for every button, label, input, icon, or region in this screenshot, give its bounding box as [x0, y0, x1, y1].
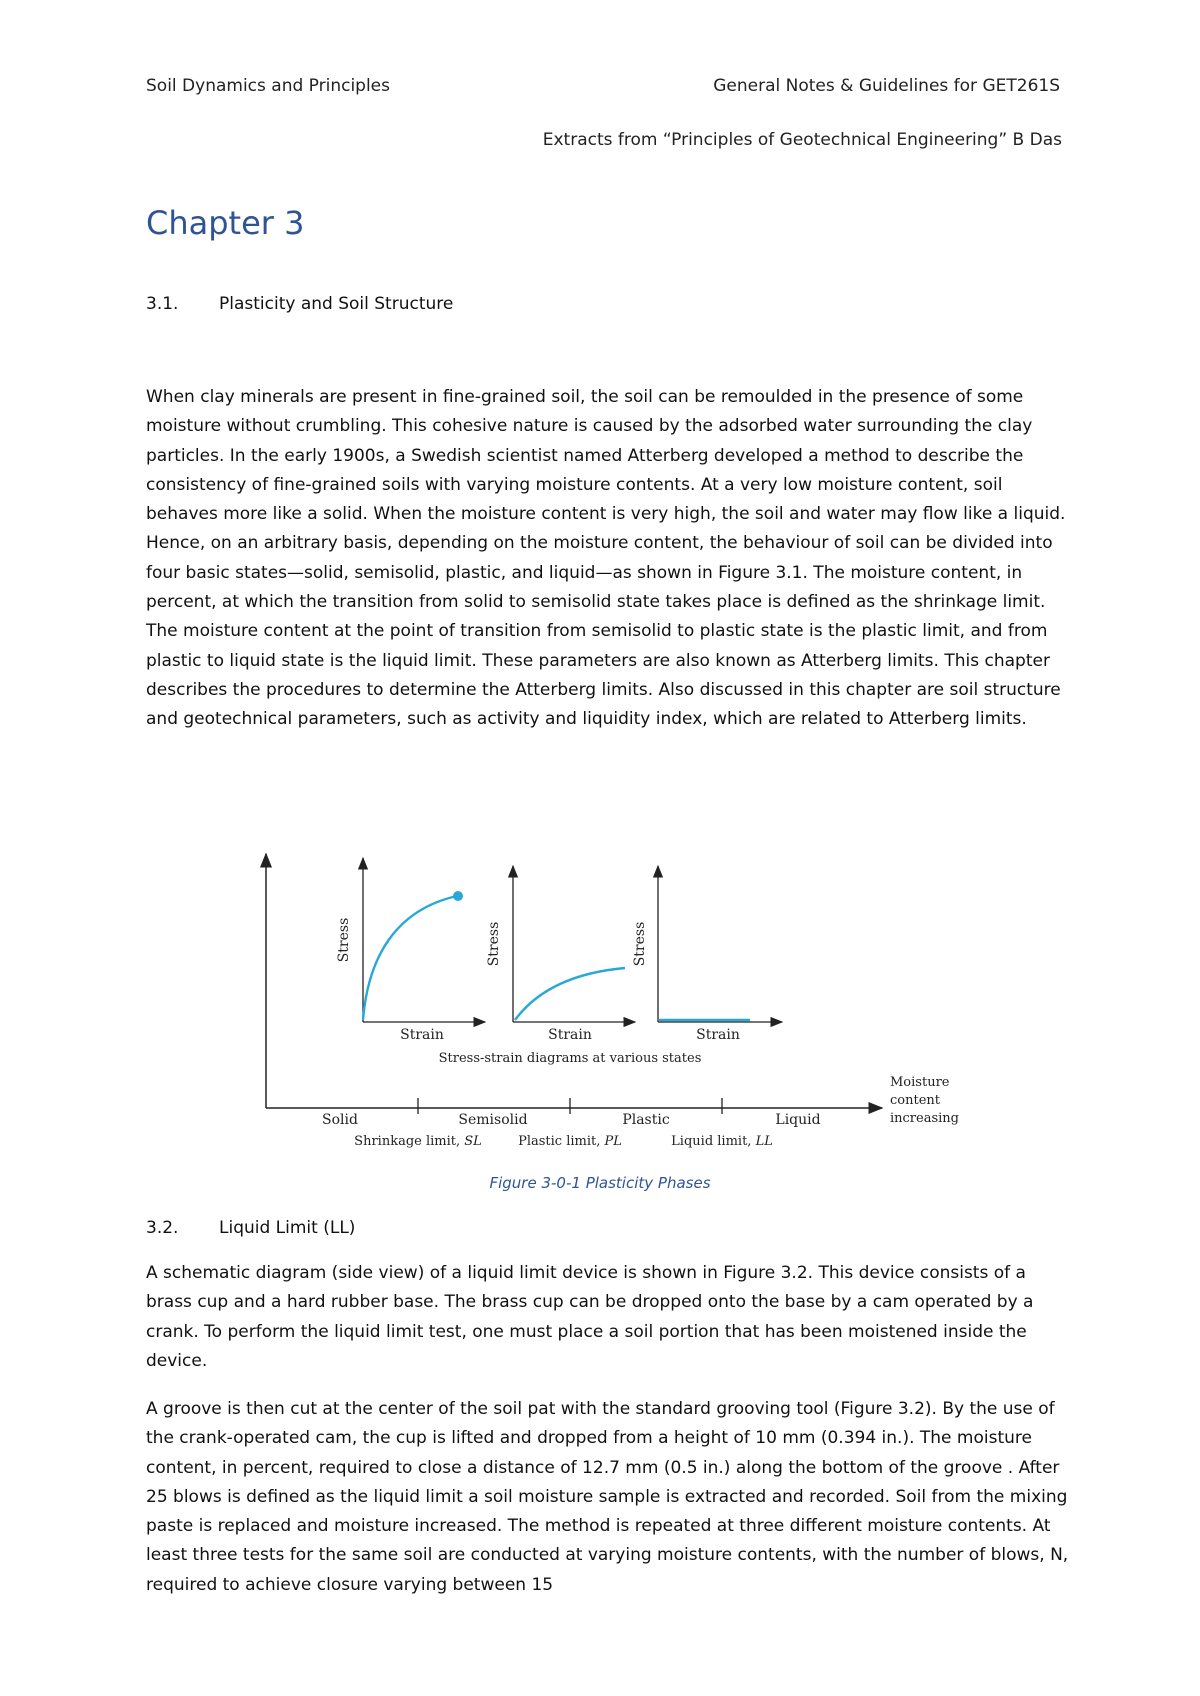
state-semisolid: Semisolid — [458, 1112, 528, 1128]
chapter-title: Chapter 3 — [146, 204, 305, 242]
paragraph-liquid-limit-device: A schematic diagram (side view) of a liquid limit device is shown in Figure 3.2. This device consists of a brass cup and a hard rubber base. The brass cup can be dropped onto the base by a cam operated by a crank. To perform the liquid limit test, one must place a soil portion that has been moistened inside the device. — [146, 1263, 1034, 1371]
section-heading-3-1 — [146, 294, 453, 314]
state-liquid: Liquid — [775, 1112, 821, 1128]
plastic-strain-label: Strain — [548, 1027, 592, 1043]
liquid-limit-name: Liquid limit, — [671, 1134, 756, 1148]
failure-point — [453, 891, 463, 901]
plastic-stress-label: Stress — [486, 921, 502, 967]
plasticity-figure — [250, 848, 970, 1148]
plastic-limit-name: Plastic limit, — [518, 1134, 605, 1148]
shrinkage-limit-name: Shrinkage limit, — [354, 1134, 465, 1148]
paragraph-liquid-limit-procedure: A groove is then cut at the center of the soil pat with the standard grooving tool (Figure 3.2). By the use of the crank-operated cam, the cup is lifted and dropped from a height of 10 mm (0.394 in.). The moisture content, in percent, required to close a distance of 12.7 mm (0.5 in.) along the bottom of the groove . After 25 blows is defined as the liquid limit a soil moisture sample is extracted and recorded. Soil from the mixing paste is replaced and moisture increased. The method is repeated at three different moisture contents. At least three tests for the same soil are conducted at varying moisture contents, with the number of blows, N, required to achieve closure varying between 15 — [146, 1399, 1069, 1595]
plastic-limit-label — [518, 1134, 622, 1148]
moisture-axis-label-1: Moisture — [890, 1075, 950, 1090]
solid-curve — [363, 896, 457, 1020]
section-heading-3-2 — [146, 1218, 355, 1238]
running-header-right: General Notes & Guidelines for GET261S — [713, 76, 1060, 96]
plastic-limit-abbr: PL — [604, 1134, 622, 1148]
section-number: 3.1. — [146, 294, 179, 314]
liquid-stress-label: Stress — [632, 921, 648, 967]
running-subheader: Extracts from “Principles of Geotechnical Engineering” B Das — [542, 130, 1062, 150]
solid-strain-label: Strain — [400, 1027, 444, 1043]
liquid-limit-abbr: LL — [755, 1134, 773, 1148]
shrinkage-limit-label — [354, 1134, 482, 1148]
running-header-left: Soil Dynamics and Principles — [146, 76, 391, 96]
liquid-limit-label — [671, 1134, 773, 1148]
plastic-curve — [515, 968, 625, 1020]
solid-stress-label: Stress — [336, 917, 352, 963]
figure-caption: Figure 3-0-1 Plasticity Phases — [489, 1174, 711, 1192]
state-plastic: Plastic — [622, 1112, 670, 1128]
paragraph-plasticity: When clay minerals are present in fine-grained soil, the soil can be remoulded in the presence of some moisture without crumbling. This cohesive nature is caused by the adsorbed water surrounding the clay particles. In the early 1900s, a Swedish scientist named Atterberg developed a method to describe the consistency of fine-grained soils with varying moisture contents. At a very low moisture content, soil behaves more like a solid. When the moisture content is very high, the soil and water may flow like a liquid. Hence, on an arbitrary basis, depending on the moisture content, the behaviour of soil can be divided into four basic states—solid, semisolid, plastic, and liquid—as shown in Figure 3.1. The moisture content, in percent, at which the transition from solid to semisolid state takes place is defined as the shrinkage limit. The moisture content at the point of transition from semisolid to plastic state is the plastic limit, and from plastic to liquid state is the liquid limit. These parameters are also known as Atterberg limits. This chapter describes the procedures to determine the Atterberg limits. Also discussed in this chapter are soil structure and geotechnical parameters, such as activity and liquidity index, which are related to Atterberg limits. — [146, 387, 1066, 730]
plasticity-diagram — [250, 848, 970, 1148]
section-title: Plasticity and Soil Structure — [219, 294, 454, 314]
section-title: Liquid Limit (LL) — [219, 1218, 356, 1238]
moisture-axis-label-2: content — [890, 1093, 940, 1108]
section-number: 3.2. — [146, 1218, 179, 1238]
shrinkage-limit-abbr: SL — [464, 1134, 482, 1148]
state-solid: Solid — [322, 1112, 358, 1128]
stress-strain-caption: Stress-strain diagrams at various states — [438, 1051, 702, 1066]
moisture-axis-label-3: increasing — [890, 1111, 959, 1126]
liquid-strain-label: Strain — [696, 1027, 740, 1043]
